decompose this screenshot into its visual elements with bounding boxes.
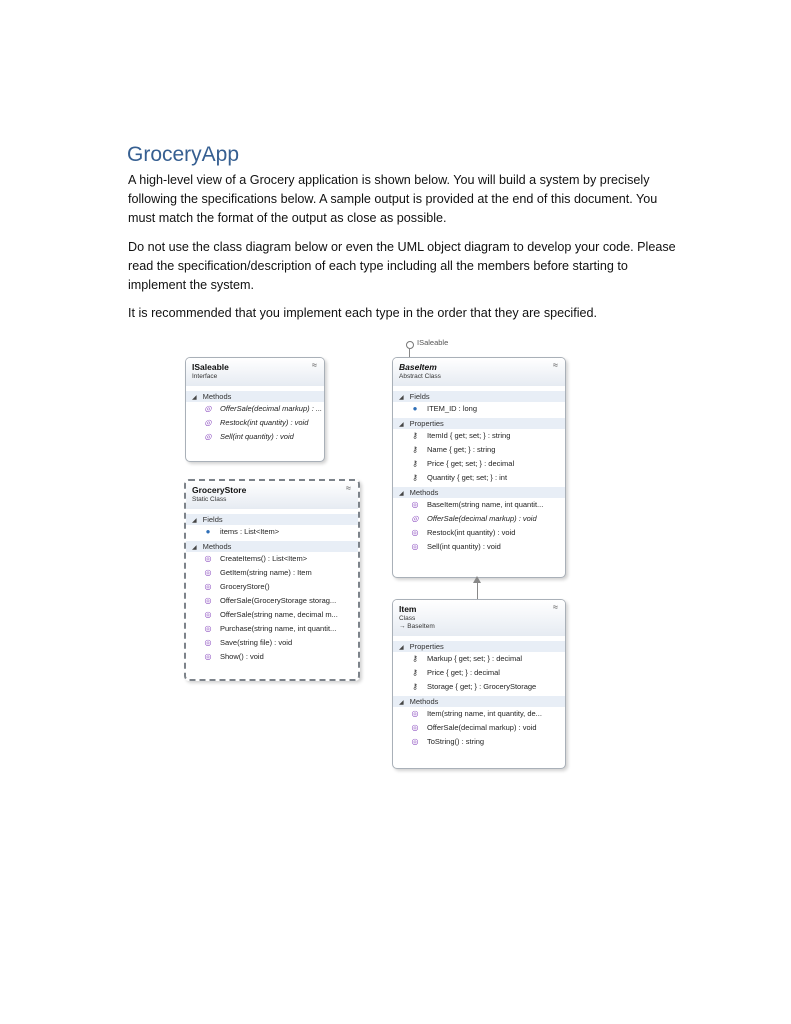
lollipop-label: ISaleable <box>417 338 449 347</box>
property-row[interactable] <box>393 443 565 457</box>
member-text: OfferSale(GroceryStorage storag... <box>220 596 337 605</box>
method-icon: ◎ <box>204 582 212 591</box>
method-row[interactable] <box>186 416 324 430</box>
method-row[interactable] <box>186 608 358 622</box>
member-text: Purchase(string name, int quantit... <box>220 624 337 633</box>
member-text: OfferSale(decimal markup) : void <box>427 514 537 523</box>
property-row[interactable] <box>393 680 565 694</box>
method-icon: ◎ <box>204 610 212 619</box>
collapse-icon[interactable]: ≈ <box>553 360 558 370</box>
class-name: Item <box>399 604 417 614</box>
section-methods[interactable] <box>393 696 565 707</box>
member-text: GroceryStore() <box>220 582 270 591</box>
class-kind: Static Class <box>192 496 227 503</box>
method-row[interactable] <box>186 566 358 580</box>
method-icon: ◎ <box>204 652 212 661</box>
method-icon: ◎ <box>411 709 419 718</box>
method-row[interactable] <box>393 512 565 526</box>
section-label: Methods <box>202 542 232 551</box>
member-text: Restock(int quantity) : void <box>427 528 516 537</box>
section-label: Properties <box>409 642 444 651</box>
section-label: Methods <box>409 697 439 706</box>
paragraph-instructions: Do not use the class diagram below or even the UML object diagram to develop your code. Please read the specification/description of each type including all the members before starting to implement the system. <box>128 240 676 292</box>
method-icon: ◎ <box>204 568 212 577</box>
method-row[interactable] <box>186 402 324 416</box>
method-icon: ◎ <box>204 404 212 413</box>
property-row[interactable] <box>393 652 565 666</box>
method-row[interactable] <box>393 540 565 554</box>
property-icon: ⚷ <box>412 654 418 663</box>
class-kind: Interface <box>192 373 218 380</box>
method-row[interactable] <box>186 636 358 650</box>
section-expand-icon: ◢ <box>399 422 404 428</box>
member-text: ITEM_ID : long <box>427 404 478 413</box>
section-label: Properties <box>409 419 444 428</box>
member-text: Markup { get; set; } : decimal <box>427 654 523 663</box>
section-expand-icon: ◢ <box>399 645 404 651</box>
method-icon: ◎ <box>411 500 419 509</box>
section-methods[interactable] <box>186 391 324 402</box>
class-kind: Abstract Class <box>399 373 441 380</box>
member-text: ItemId { get; set; } : string <box>427 431 511 440</box>
section-fields[interactable] <box>393 391 565 402</box>
field-icon: ● <box>412 404 418 413</box>
class-header <box>186 481 358 509</box>
property-icon: ⚷ <box>412 459 418 468</box>
section-label: Methods <box>409 488 439 497</box>
member-text: GetItem(string name) : Item <box>220 568 312 577</box>
member-text: CreateItems() : List<Item> <box>220 554 308 563</box>
class-box-item[interactable] <box>392 599 566 769</box>
collapse-icon[interactable]: ≈ <box>312 360 317 370</box>
member-text: Sell(int quantity) : void <box>427 542 501 551</box>
member-text: items : List<Item> <box>220 527 280 536</box>
field-row[interactable] <box>393 402 565 416</box>
member-text: ToString() : string <box>427 737 485 746</box>
section-label: Methods <box>202 392 232 401</box>
member-text: Storage { get; } : GroceryStorage <box>427 682 537 691</box>
method-icon: ◎ <box>204 596 212 605</box>
method-icon: ◎ <box>411 528 419 537</box>
paragraph-order: It is recommended that you implement each type in the order that they are specified. <box>128 306 598 320</box>
property-icon: ⚷ <box>412 445 418 454</box>
property-row[interactable] <box>393 429 565 443</box>
section-expand-icon: ◢ <box>192 395 197 401</box>
method-row[interactable] <box>186 430 324 444</box>
section-expand-icon: ◢ <box>399 491 404 497</box>
section-properties[interactable] <box>393 418 565 429</box>
section-methods[interactable] <box>393 487 565 498</box>
method-row[interactable] <box>186 650 358 664</box>
method-icon: ◎ <box>411 514 419 523</box>
class-header <box>393 358 565 386</box>
property-row[interactable] <box>393 457 565 471</box>
member-text: Name { get; } : string <box>427 445 496 454</box>
method-icon: ◎ <box>204 432 212 441</box>
method-row[interactable] <box>393 735 565 749</box>
method-icon: ◎ <box>204 638 212 647</box>
method-icon: ◎ <box>204 418 212 427</box>
class-box-baseitem[interactable] <box>392 357 566 578</box>
member-text: Restock(int quantity) : void <box>220 418 309 427</box>
lollipop-circle <box>406 341 414 349</box>
property-icon: ⚷ <box>412 431 418 440</box>
property-icon: ⚷ <box>412 682 418 691</box>
member-text: Save(string file) : void <box>220 638 293 647</box>
section-methods[interactable] <box>186 541 358 552</box>
method-icon: ◎ <box>204 554 212 563</box>
class-box-isaleable[interactable] <box>185 357 325 462</box>
method-row[interactable] <box>393 498 565 512</box>
member-text: Show() : void <box>220 652 264 661</box>
member-text: Item(string name, int quantity, de... <box>427 709 542 718</box>
method-icon: ◎ <box>204 624 212 633</box>
section-expand-icon: ◢ <box>192 545 197 551</box>
class-header <box>186 358 324 386</box>
class-kind: Class <box>399 615 416 622</box>
section-label: Fields <box>409 392 430 401</box>
method-row[interactable] <box>393 721 565 735</box>
member-text: OfferSale(decimal markup) : void <box>427 723 537 732</box>
member-text: Sell(int quantity) : void <box>220 432 294 441</box>
section-label: Fields <box>202 515 223 524</box>
class-header <box>393 600 565 636</box>
method-icon: ◎ <box>411 723 419 732</box>
member-text: BaseItem(string name, int quantit... <box>427 500 544 509</box>
member-text: Price { get; set; } : decimal <box>427 459 515 468</box>
property-icon: ⚷ <box>412 668 418 677</box>
class-name: BaseItem <box>399 362 437 372</box>
method-icon: ◎ <box>411 542 419 551</box>
inheritance-line <box>477 582 478 599</box>
section-fields[interactable] <box>186 514 358 525</box>
member-text: OfferSale(decimal markup) : ... <box>220 404 323 413</box>
property-row[interactable] <box>393 471 565 485</box>
collapse-icon[interactable]: ≈ <box>346 483 351 493</box>
paragraph-intro: A high-level view of a Grocery application is shown below. You will build a system by precisely following the specifications below. A sample output is provided at the end of this document. You must match the format of the output as close as possible. <box>128 173 658 225</box>
member-text: OfferSale(string name, decimal m... <box>220 610 338 619</box>
section-properties[interactable] <box>393 641 565 652</box>
property-icon: ⚷ <box>412 473 418 482</box>
class-box-grocerystore[interactable] <box>184 479 360 681</box>
collapse-icon[interactable]: ≈ <box>553 602 558 612</box>
property-row[interactable] <box>393 666 565 680</box>
class-name: ISaleable <box>192 362 229 372</box>
method-row[interactable] <box>186 580 358 594</box>
method-row[interactable] <box>186 622 358 636</box>
class-base: → BaseItem <box>399 623 435 630</box>
method-icon: ◎ <box>411 737 419 746</box>
class-name: GroceryStore <box>192 485 247 495</box>
section-expand-icon: ◢ <box>399 700 404 706</box>
page-title: GroceryApp <box>127 143 240 166</box>
member-text: Price { get; } : decimal <box>427 668 500 677</box>
method-row[interactable] <box>393 526 565 540</box>
section-expand-icon: ◢ <box>192 518 197 524</box>
field-icon: ● <box>205 527 211 536</box>
method-row[interactable] <box>186 594 358 608</box>
member-text: Quantity { get; set; } : int <box>427 473 508 482</box>
method-row[interactable] <box>186 552 358 566</box>
field-row[interactable] <box>186 525 358 539</box>
method-row[interactable] <box>393 707 565 721</box>
section-expand-icon: ◢ <box>399 395 404 401</box>
